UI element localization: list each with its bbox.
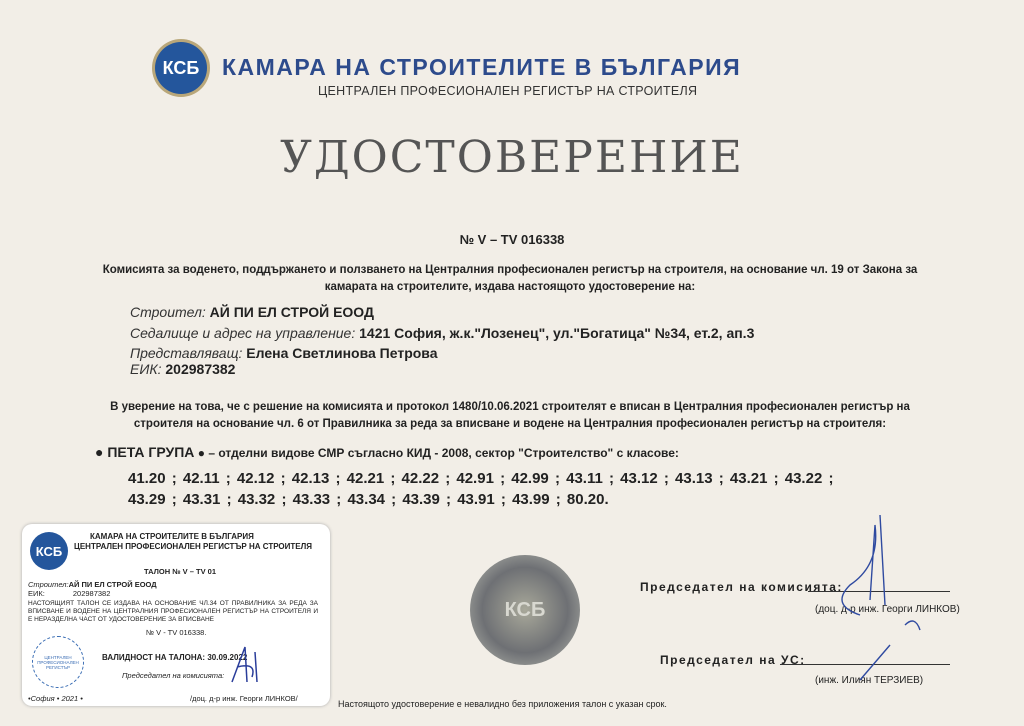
card-logo: КСБ	[30, 532, 68, 570]
card-validity: ВАЛИДНОСТ НА ТАЛОНА: 30.09.2022	[102, 653, 248, 662]
field-label: Строител:	[130, 304, 206, 320]
card-builder-value: АЙ ПИ ЕЛ СТРОЙ ЕООД	[68, 580, 157, 589]
chamber-logo: КСБ	[155, 42, 207, 94]
field-value: 202987382	[165, 361, 236, 377]
field-value: Елена Светлинова Петрова	[246, 345, 438, 361]
intro-paragraph: Комисията за воденето, поддържането и ползването на Централния професионален регистър на строителя, на основание чл. 19 от Закона за камарата на строителите, издава настоящото удостоверение на:	[102, 264, 918, 293]
signature-label-commission: Председател на комисията:	[640, 580, 843, 594]
card-org: КАМАРА НА СТРОИТЕЛИТЕ В БЪЛГАРИЯ	[90, 532, 254, 541]
field-representative	[130, 345, 438, 361]
card-text: НАСТОЯЩИЯТ ТАЛОН СЕ ИЗДАВА НА ОСНОВАНИЕ ЧЛ.34 ОТ ПРАВИЛНИКА ЗА РЕДА ЗА ВПИСВАНЕ И ВОДЕНЕ НА ЦЕНТРАЛНИЯ ПРОФЕСИОНАЛЕН РЕГИСТЪР НА СТРОИТЕЛЯ И Е НЕРАЗДЕЛНА ЧАСТ ОТ УДОСТОВЕРЕНИЕ ЗА ВПИСВАНЕ	[28, 600, 318, 623]
field-value: 1421 София, ж.к."Лозенец", ул."Богатица" №34, ет.2, ап.3	[359, 325, 755, 341]
signature-label-board: Председател на УС:	[660, 653, 806, 667]
card-signature	[227, 642, 267, 690]
card-cert-number: № V - TV 016338.	[146, 628, 207, 637]
card-eik-label: ЕИК:	[28, 589, 45, 598]
field-label: Седалище и адрес на управление:	[130, 325, 356, 341]
registry-name: ЦЕНТРАЛЕН ПРОФЕСИОНАЛЕН РЕГИСТЪР НА СТРОИТЕЛЯ	[318, 84, 698, 98]
card-stamp-text: ЦЕНТРАЛЕН ПРОФЕСИОНАЛЕН РЕГИСТЪР	[37, 654, 79, 670]
codes-line-2: 43.29 ; 43.31 ; 43.32 ; 43.33 ; 43.34 ; 43.39 ; 43.91 ; 43.99 ; 80.20.	[128, 491, 609, 508]
field-address	[130, 325, 754, 341]
decision-paragraph: В уверение на това, че с решение на комисията и протокол 1480/10.06.2021 строителят е вписан в Централния професионален регистър на строителя на основание чл. 6 от Правилника за реда за вписване и водене на Централния професионален регистър на строителя:	[110, 401, 910, 430]
card-builder	[28, 580, 157, 589]
card-eik-value: 202987382	[72, 589, 111, 598]
org-name: КАМАРА НА СТРОИТЕЛИТЕ В БЪЛГАРИЯ	[222, 54, 742, 80]
codes-line-1: 41.20 ; 42.11 ; 42.12 ; 42.13 ; 42.21 ; 42.22 ; 42.91 ; 42.99 ; 43.11 ; 43.12 ; 43.13 ; 43.21 ; 43.22 ;	[128, 470, 834, 487]
card-registry: ЦЕНТРАЛЕН ПРОФЕСИОНАЛЕН РЕГИСТЪР НА СТРОИТЕЛЯ	[74, 542, 312, 551]
seal-logo: КСБ	[504, 598, 546, 621]
field-value: АЙ ПИ ЕЛ СТРОЙ ЕООД	[209, 304, 374, 320]
card-stamp	[32, 636, 84, 688]
field-builder	[130, 304, 374, 320]
field-eik	[130, 361, 235, 377]
document-title: УДОСТОВЕРЕНИЕ	[280, 132, 744, 183]
certificate-number: № V – TV 016338	[459, 232, 565, 247]
group-line	[95, 444, 679, 460]
card-talon: ТАЛОН № V – TV 01	[144, 567, 217, 576]
signature-name-commission: (доц. д-р инж. Георги ЛИНКОВ)	[815, 604, 960, 615]
card-eik	[28, 589, 110, 598]
card-city-year: •София • 2021 •	[28, 694, 83, 703]
group-name: ● ПЕТА ГРУПА	[95, 444, 195, 460]
signature-name-board: (инж. Илиян ТЕРЗИЕВ)	[815, 675, 924, 686]
group-desc: ● – отделни видове СМР съгласно КИД - 2008, сектор "Строителство" с класове:	[197, 446, 679, 460]
card-chair-name: /доц. д-р инж. Георги ЛИНКОВ/	[190, 694, 298, 703]
card-chair-label: Председател на комисията:	[122, 671, 225, 680]
field-label: Представляващ:	[130, 345, 243, 361]
field-label: ЕИК:	[130, 361, 162, 377]
card-builder-label: Строител:	[28, 580, 69, 589]
talon-card	[22, 524, 330, 706]
handwritten-signature	[820, 505, 940, 685]
embossed-seal	[470, 555, 580, 665]
footer-note: Настоящото удостоверение е невалидно без приложения талон с указан срок.	[338, 699, 667, 709]
